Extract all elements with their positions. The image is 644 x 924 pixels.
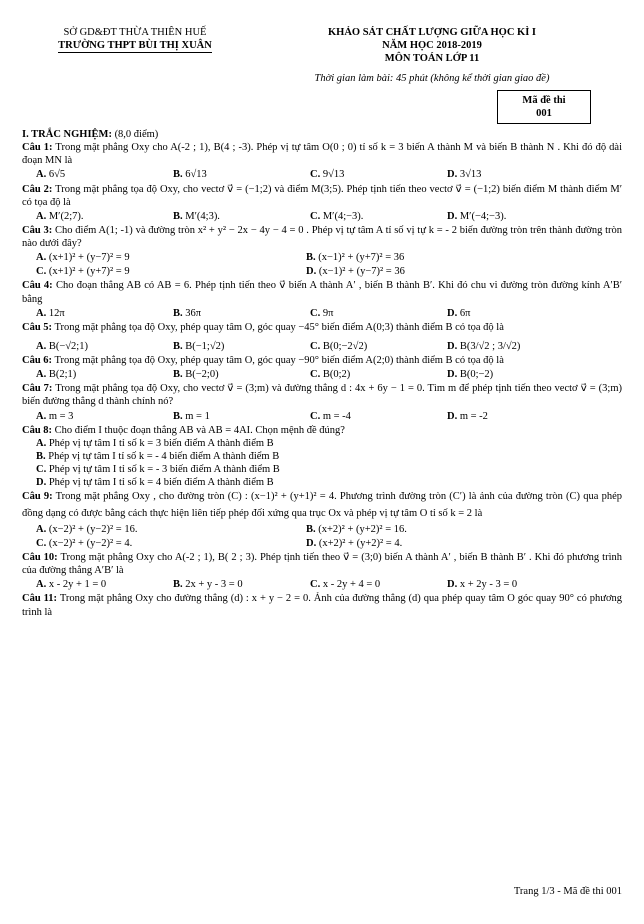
option-a[interactable]: A. 6√5: [36, 169, 66, 181]
option-b[interactable]: B. (x+2)² + (y+2)² = 16.: [306, 523, 407, 535]
option-a[interactable]: A. (x−2)² + (y−2)² = 16.: [36, 523, 138, 535]
exam-subject: MÔN TOÁN LỚP 11: [384, 53, 480, 65]
question-4: Câu 4: Cho đoạn thẳng AB có AB = 6. Phép tịnh tiến theo v⃗ biến A thành A′ , biến B thành B′. Khi đó chu vi đường tròn đường kính A′B′ bằng: [22, 280, 623, 305]
option-b[interactable]: B. M′(4;3).: [173, 210, 220, 222]
option-a[interactable]: A. 12π: [36, 307, 65, 319]
option-d[interactable]: D. 3√13: [447, 169, 482, 181]
question-9-options-row2: [36, 537, 622, 550]
section-heading: I. TRẮC NGHIỆM: (8,0 điểm): [22, 129, 159, 140]
question-3-options-row2: [36, 265, 622, 278]
exam-code-label: Mã đề thi: [522, 95, 566, 106]
option-c[interactable]: C. Phép vị tự tâm I tỉ số k = - 3 biến điểm A thành điểm B: [36, 464, 280, 475]
option-d[interactable]: D. B(0;−2): [447, 369, 494, 381]
option-a[interactable]: A. m = 3: [36, 410, 74, 422]
option-b[interactable]: B. (x−1)² + (y+7)² = 36: [306, 252, 405, 264]
option-a[interactable]: A. x - 2y + 1 = 0: [36, 579, 107, 591]
option-d[interactable]: D. B(3/√2 ; 3/√2): [447, 340, 521, 352]
option-d[interactable]: D. Phép vị tự tâm I tỉ số k = 4 biến điểm A thành điểm B: [36, 477, 274, 489]
option-a[interactable]: A. (x+1)² + (y−7)² = 9: [36, 252, 130, 264]
option-b[interactable]: B. Phép vị tự tâm I tỉ số k = - 4 biến điểm A thành điểm B: [36, 450, 280, 462]
question-5: Câu 5: Trong mặt phẳng tọa độ Oxy, phép quay tâm O, góc quay −45° biến điểm A(0;3) thành điểm B có tọa độ là: [22, 321, 504, 333]
option-c[interactable]: C. 9√13: [310, 169, 345, 181]
exam-code-box: [497, 90, 591, 124]
option-a[interactable]: A. B(2;1): [36, 369, 77, 381]
question-1-options: [36, 168, 622, 181]
question-7-options: [36, 410, 622, 423]
option-b[interactable]: B. B(−2;0): [173, 369, 219, 381]
question-5-options: [36, 340, 622, 353]
page-footer: Trang 1/3 - Mã đề thi 001: [513, 886, 622, 897]
question-6: Câu 6: Trong mặt phẳng tọa độ Oxy, phép quay tâm O, góc quay −90° biến điểm A(2;0) thành điểm B có tọa độ là: [22, 355, 504, 366]
option-c[interactable]: C. (x−2)² + (y−2)² = 4.: [36, 537, 133, 549]
question-2: Câu 2: Trong mặt phẳng tọa độ Oxy, cho vectơ v⃗ = (−1;2) và điểm M(3;5). Phép tịnh tiến theo vectơ v⃗ = (−1;2) biến điểm M thành điểm M′ có tọa độ là: [22, 183, 623, 208]
question-2-options: [36, 210, 622, 223]
option-b[interactable]: B. 2x + y - 3 = 0: [173, 579, 243, 591]
question-6-options: [36, 368, 622, 381]
exam-code-value: 001: [536, 108, 552, 120]
option-d[interactable]: D. m = -2: [447, 410, 488, 422]
question-10-options: [36, 578, 622, 591]
question-3: Câu 3: Cho điểm A(1; -1) và đường tròn x² + y² − 2x − 4y − 4 = 0 . Phép vị tự tâm A tỉ số vị tự k = - 2 biến đường tròn trên thành đường tròn nào dưới đây?: [22, 224, 623, 249]
question-3-options-row1: [36, 251, 622, 264]
question-list: [22, 128, 622, 619]
option-c[interactable]: C. B(0;−2√2): [310, 340, 368, 352]
exam-header: [262, 26, 602, 65]
option-b[interactable]: B. B(−1;√2): [173, 340, 225, 352]
option-c[interactable]: C. (x+1)² + (y+7)² = 9: [36, 266, 130, 278]
option-d[interactable]: D. M′(−4;−3).: [447, 210, 507, 222]
option-a[interactable]: A. M′(2;7).: [36, 210, 84, 222]
option-d[interactable]: D. (x−1)² + (y−7)² = 36: [306, 266, 405, 278]
school-name: TRƯỜNG THPT BÙI THỊ XUÂN: [58, 40, 212, 52]
option-b[interactable]: B. 6√13: [173, 169, 207, 181]
question-9: Câu 9: Trong mặt phẳng Oxy , cho đường tròn (C) : (x−1)² + (y+1)² = 4. Phương trình đường tròn (C′) là ảnh của đường tròn (C) qua phép đồng dạng có được bằng cách thực hiện liên tiếp phép đối xứng qua trục Ox và phép vị tự tâm O tỉ số k = 2 là: [22, 491, 622, 519]
time-note: Thời gian làm bài: 45 phút (không kể thời gian giao đề): [314, 73, 550, 84]
question-1: Câu 1: Trong mặt phẳng Oxy cho A(-2 ; 1), B(4 ; -3). Phép vị tự tâm O(0 ; 0) tỉ số k = 3 biến A thành M và biến B thành N . Khi đó độ dài đoạn MN là: [22, 142, 623, 167]
department-name: SỞ GD&ĐT THỪA THIÊN HUẾ: [63, 27, 207, 38]
option-d[interactable]: D. (x+2)² + (y+2)² = 4.: [306, 537, 403, 549]
option-d[interactable]: D. x + 2y - 3 = 0: [447, 579, 518, 591]
question-9-options-row1: [36, 523, 622, 536]
option-a[interactable]: A. B(−√2;1): [36, 340, 88, 352]
option-c[interactable]: C. B(0;2): [310, 369, 351, 381]
question-7: Câu 7: Trong mặt phẳng tọa độ Oxy, cho vectơ v⃗ = (3;m) và đường thẳng d : 4x + 6y − 1 = 0. Tìm m để phép tịnh tiến theo vectơ v⃗ = (3;m) biến đường thẳng d thành chính nó?: [22, 383, 623, 408]
option-b[interactable]: B. m = 1: [173, 410, 210, 422]
question-11: Câu 11: Trong mặt phẳng Oxy cho đường thẳng (d) : x + y − 2 = 0. Ảnh của đường thẳng (d) qua phép quay tâm O góc quay 90° có phương trình là: [22, 593, 623, 618]
question-4-options: [36, 307, 622, 320]
exam-title: KHẢO SÁT CHẤT LƯỢNG GIỮA HỌC KÌ I: [328, 27, 536, 38]
option-a[interactable]: A. Phép vị tự tâm I tỉ số k = 3 biến điểm A thành điểm B: [36, 437, 274, 449]
option-c[interactable]: C. 9π: [310, 307, 334, 319]
option-d[interactable]: D. 6π: [447, 307, 471, 319]
question-10: Câu 10: Trong mặt phẳng Oxy cho A(-2 ; 1), B( 2 ; 3). Phép tịnh tiến theo v⃗ = (3;0) biến A thành A′ , biến B thành B′ . Khi đó phương trình của đường thẳng A′B′ là: [22, 552, 622, 577]
option-b[interactable]: B. 36π: [173, 307, 202, 319]
question-8: Câu 8: Cho điểm I thuộc đoạn thẳng AB và AB = 4AI. Chọn mệnh đề đúng?: [22, 424, 345, 436]
option-c[interactable]: C. m = -4: [310, 410, 351, 422]
exam-year: NĂM HỌC 2018-2019: [382, 40, 482, 52]
school-header: [20, 26, 250, 52]
option-c[interactable]: C. M′(4;−3).: [310, 210, 364, 222]
option-c[interactable]: C. x - 2y + 4 = 0: [310, 579, 381, 591]
